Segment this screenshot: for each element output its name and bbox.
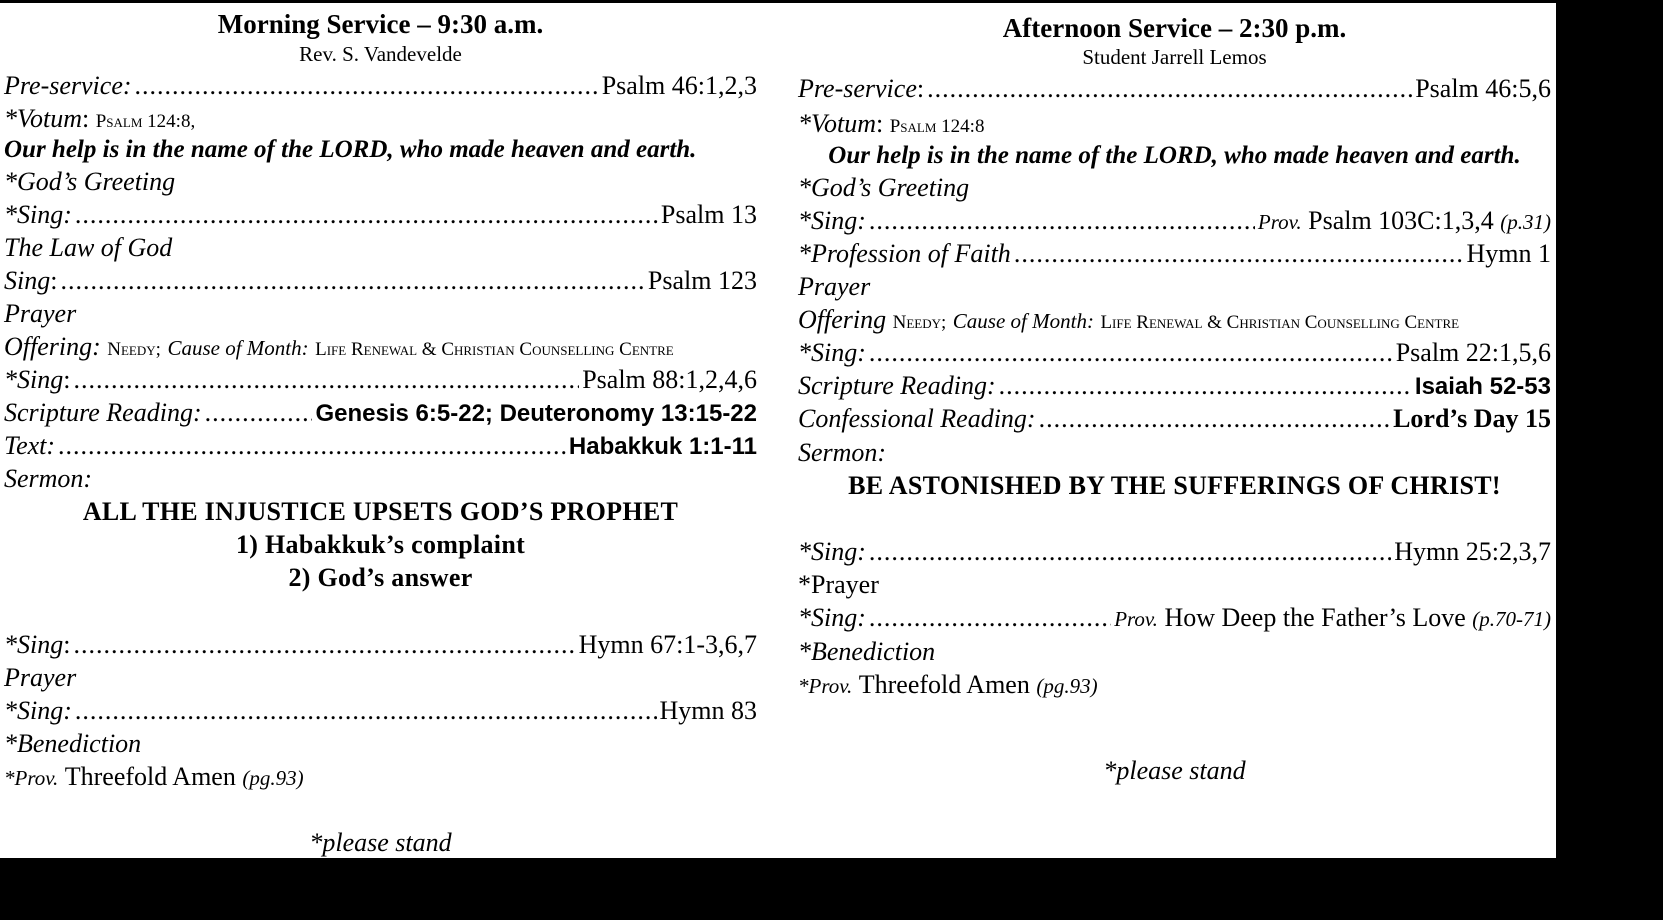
votum-label: *Votum <box>798 109 876 138</box>
benediction: *Benediction <box>4 729 142 758</box>
scripture-value: Isaiah 52-53 <box>1414 373 1551 400</box>
morning-votum-text-line <box>4 133 757 166</box>
sermon-title: ALL THE INJUSTICE UPSETS GOD’S PROPHET <box>82 497 679 526</box>
afternoon-preservice-line <box>798 72 1551 105</box>
afternoon-minister: Student Jarrell Lemos <box>1082 45 1267 69</box>
preservice-value: Psalm 46:1,2,3 <box>601 71 757 100</box>
morning-service-title: Morning Service – 9:30 a.m. <box>217 9 544 39</box>
morning-law-line <box>4 231 757 264</box>
votum-label: *Votum <box>4 104 82 133</box>
sermon-label: Sermon: <box>798 438 887 467</box>
sing-value: Psalm 88:1,2,4,6 <box>582 365 757 394</box>
amen-title: Threefold Amen <box>858 670 1030 699</box>
prayer: Prayer <box>4 663 77 692</box>
sing-label: *Sing: <box>798 537 866 566</box>
afternoon-sermon-label-line <box>798 436 1551 469</box>
morning-please-stand-line <box>4 826 757 858</box>
afternoon-greeting-line <box>798 171 1551 204</box>
gods-greeting: *God’s Greeting <box>798 173 970 202</box>
sing-value: How Deep the Father’s Love <box>1164 603 1466 632</box>
dot-leader <box>1039 402 1390 435</box>
morning-scripture-line <box>4 396 757 430</box>
morning-benediction-line <box>4 727 757 760</box>
offering-label: Offering: <box>4 332 101 361</box>
sing-colon: : <box>50 266 58 295</box>
text-value: Habakkuk 1:1-11 <box>568 433 757 460</box>
afternoon-sing4-line <box>798 601 1551 636</box>
morning-sermon-point2-line <box>4 561 757 594</box>
afternoon-scripture-line <box>798 369 1551 403</box>
afternoon-profession-line <box>798 237 1551 270</box>
scripture-label: Scripture Reading: <box>798 371 996 400</box>
morning-sermon-point1-line <box>4 528 757 561</box>
sing-colon: : <box>63 365 71 394</box>
morning-sing1-line <box>4 198 757 231</box>
morning-text-line <box>4 429 757 463</box>
dot-leader <box>58 429 566 462</box>
dot-leader <box>869 535 1391 568</box>
sing-value: Psalm 13 <box>660 200 757 229</box>
votum-reference: Psalm 124:8 <box>889 116 985 137</box>
afternoon-prayer-line <box>798 270 1551 303</box>
morning-prayer2-line <box>4 661 757 694</box>
sing-value: Psalm 123 <box>647 266 757 295</box>
confessional-value: Lord’s Day 15 <box>1393 404 1551 433</box>
morning-minister: Rev. S. Vandevelde <box>299 42 462 66</box>
bulletin-page <box>0 3 1556 858</box>
afternoon-sing1-line <box>798 204 1551 239</box>
sing-value: Hymn 83 <box>659 696 757 725</box>
prayer: *Prayer <box>798 570 879 599</box>
afternoon-amen-line <box>798 668 1551 703</box>
sing-value: Hymn 25:2,3,7 <box>1394 537 1551 566</box>
dot-leader <box>1014 237 1464 270</box>
dot-leader <box>75 198 658 231</box>
gods-greeting: *God’s Greeting <box>4 167 176 196</box>
sing-label: *Sing: <box>798 338 866 367</box>
offering-cause: Life Renewal & Christian Counselling Centre <box>315 339 674 360</box>
sing-prov: Prov. <box>1257 210 1302 234</box>
please-stand-note: *please stand <box>309 828 452 857</box>
sing-value: Hymn 67:1-3,6,7 <box>578 630 757 659</box>
afternoon-service-title: Afternoon Service – 2:30 p.m. <box>1002 13 1347 43</box>
afternoon-sing2-line <box>798 336 1551 369</box>
morning-greeting-line <box>4 165 757 198</box>
offering-cause-label: Cause of Month: <box>952 309 1094 333</box>
afternoon-offering-line <box>798 303 1551 339</box>
please-stand-note: *please stand <box>1103 756 1246 785</box>
dot-leader <box>999 369 1412 402</box>
profession-value: Hymn 1 <box>1466 239 1551 268</box>
votum-reference: Psalm 124:8, <box>95 111 196 132</box>
prayer: Prayer <box>4 299 77 328</box>
afternoon-benediction-line <box>798 635 1551 668</box>
amen-prov: *Prov. <box>798 674 853 698</box>
offering-needy: Needy; <box>892 312 947 333</box>
morning-preservice-line <box>4 69 757 102</box>
sing-value: Psalm 22:1,5,6 <box>1395 338 1551 367</box>
sing-label: *Sing <box>4 365 64 394</box>
dot-leader <box>869 336 1393 369</box>
amen-title: Threefold Amen <box>64 762 236 791</box>
scripture-value: Genesis 6:5-22; Deuteronomy 13:15-22 <box>315 400 757 427</box>
dot-leader <box>60 264 644 297</box>
profession-label: *Profession of Faith <box>798 239 1011 268</box>
dot-leader <box>869 601 1111 634</box>
confessional-label: Confessional Reading: <box>798 404 1036 433</box>
sermon-point-2: 2) God’s answer <box>288 563 473 592</box>
offering-cause: Life Renewal & Christian Counselling Centre <box>1100 312 1460 333</box>
morning-sermon-title-line <box>4 495 757 528</box>
dot-leader <box>73 628 575 661</box>
votum-text: Our help is in the name of the LORD, who made heaven and earth. <box>828 142 1521 169</box>
preservice-value: Psalm 46:5,6 <box>1415 74 1551 103</box>
afternoon-sing3-line <box>798 535 1551 568</box>
sing-colon: : <box>63 630 71 659</box>
offering-needy: Needy; <box>107 339 161 360</box>
sing-page: (p.31) <box>1500 210 1551 234</box>
votum-colon: : <box>876 109 884 138</box>
afternoon-prayer2-line <box>798 568 1551 601</box>
sing-value: Psalm 103C:1,3,4 <box>1308 206 1494 235</box>
sing-page: (p.70-71) <box>1472 607 1551 631</box>
votum-text: Our help is in the name of the LORD, who made heaven and earth. <box>4 136 697 163</box>
dot-leader <box>205 396 313 429</box>
afternoon-sermon-title-line <box>798 469 1551 502</box>
dot-leader <box>869 204 1255 237</box>
morning-prayer-line <box>4 297 757 330</box>
morning-title-line <box>4 8 757 41</box>
dot-leader <box>927 72 1412 105</box>
afternoon-votum-line <box>798 107 1551 143</box>
preservice-label: Pre-service <box>798 74 917 103</box>
morning-sing3-line <box>4 363 757 396</box>
sing-label: *Sing: <box>4 200 72 229</box>
sing-label: Sing <box>4 266 51 295</box>
morning-sing4-line <box>4 628 757 661</box>
preservice-label: Pre-service: <box>4 71 132 100</box>
morning-sermon-label-line <box>4 462 757 495</box>
morning-offering-line <box>4 330 757 366</box>
amen-prov: *Prov. <box>4 766 59 790</box>
afternoon-confessional-line <box>798 402 1551 435</box>
scripture-label: Scripture Reading: <box>4 398 202 427</box>
sing-label: *Sing: <box>4 696 72 725</box>
morning-sing5-line <box>4 694 757 727</box>
amen-page: (pg.93) <box>242 766 304 790</box>
prayer: Prayer <box>798 272 871 301</box>
amen-page: (pg.93) <box>1036 674 1098 698</box>
offering-cause-label: Cause of Month: <box>167 336 309 360</box>
sing-label: *Sing <box>4 630 64 659</box>
afternoon-votum-text-line <box>798 139 1551 172</box>
sermon-point-1: 1) Habakkuk’s complaint <box>235 530 526 559</box>
sermon-label: Sermon: <box>4 464 93 493</box>
votum-colon: : <box>82 104 90 133</box>
preservice-colon: : <box>916 74 925 103</box>
offering-label: Offering <box>798 305 887 334</box>
morning-amen-line <box>4 760 757 795</box>
text-label: Text: <box>4 431 56 460</box>
sermon-title: BE ASTONISHED BY THE SUFFERINGS OF CHRIST! <box>848 471 1501 500</box>
afternoon-please-stand-line <box>798 754 1551 787</box>
dot-leader <box>135 69 599 102</box>
sing-label: *Sing: <box>798 603 866 632</box>
benediction: *Benediction <box>798 637 936 666</box>
afternoon-minister-line <box>798 41 1551 74</box>
morning-sing2-line <box>4 264 757 297</box>
law-of-god: The Law of God <box>4 233 173 262</box>
sing-prov: Prov. <box>1114 607 1158 631</box>
dot-leader <box>73 363 579 396</box>
morning-minister-line <box>4 38 757 71</box>
sing-label: *Sing: <box>798 206 866 235</box>
dot-leader <box>75 694 657 727</box>
